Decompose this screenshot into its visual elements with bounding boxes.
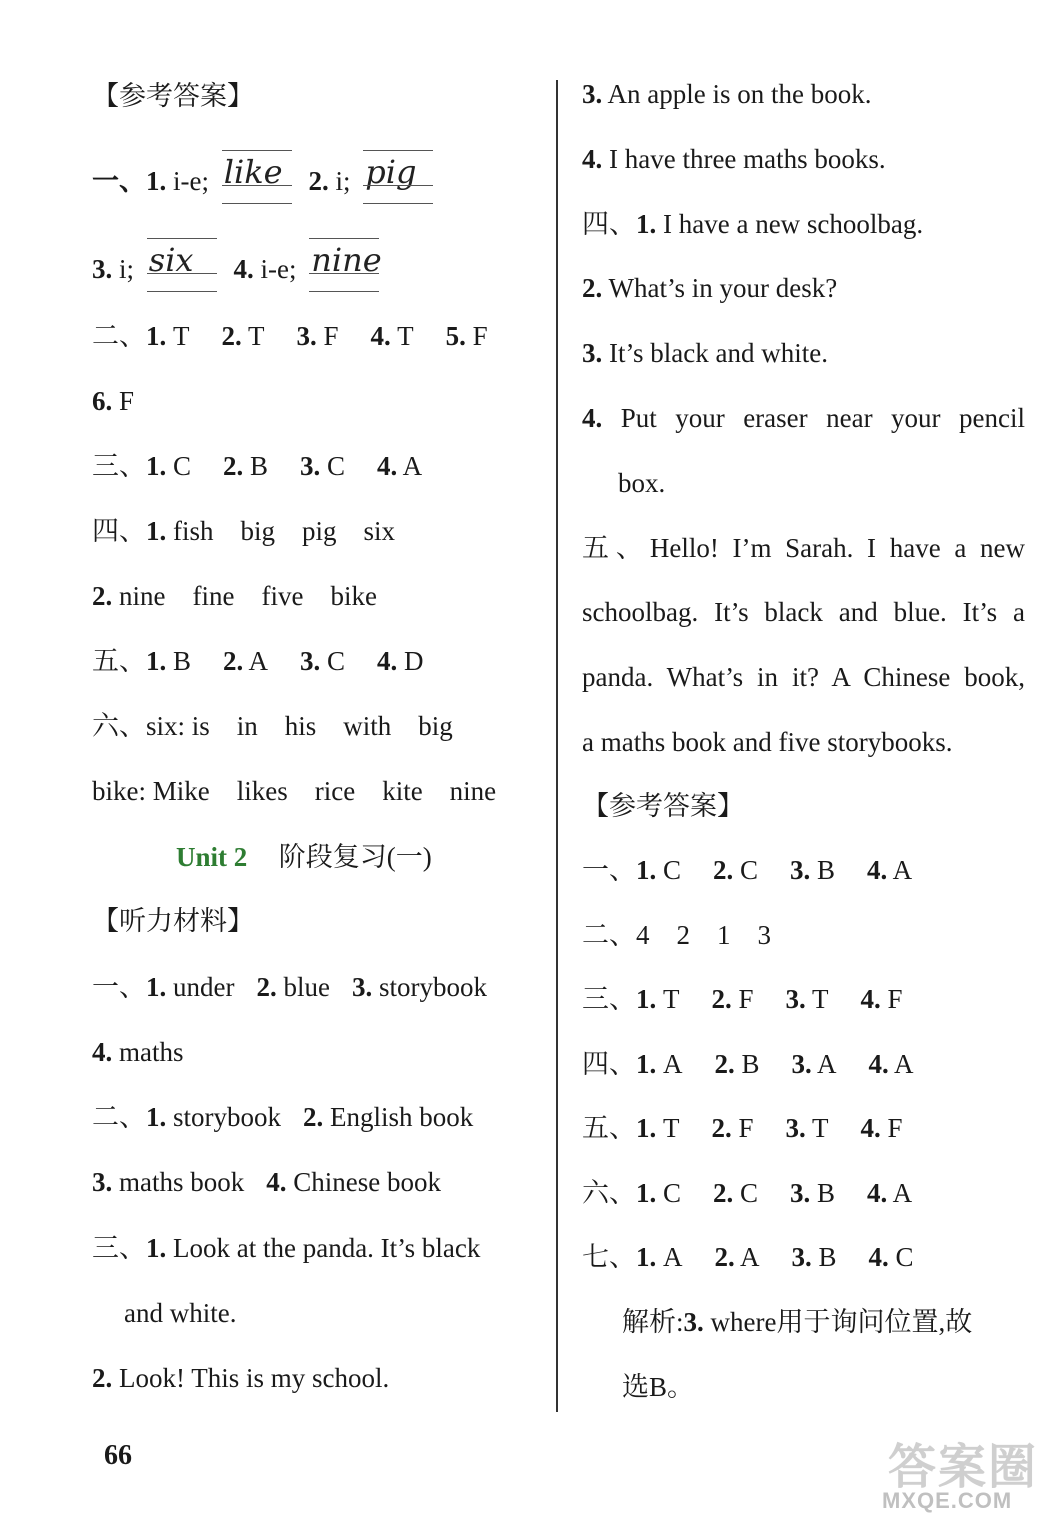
answer-value: T [173,321,190,351]
answer-value: C [663,855,682,885]
item-number: 2. [92,581,113,611]
handwriting-box [147,238,217,292]
item-number: 3. [785,984,806,1014]
unit-title: 阶段复习(一) [278,842,432,872]
answer-value: A [248,646,269,676]
item-number: 2. [714,1049,735,1079]
handwriting-box [363,150,433,204]
answer-line [582,915,771,955]
item-number: 2. [223,451,244,481]
item-number: 4. [860,984,881,1014]
answer-value: C [327,646,346,676]
answer-value: A [663,1242,683,1272]
section-prefix: 五、 [92,646,146,676]
answer-value: A [663,1049,683,1079]
answer-value: English book [330,1102,474,1132]
answer-value: C [895,1242,914,1272]
item-number: 2. [711,1113,732,1143]
item-number: 1. [146,321,167,351]
handwriting-box [222,150,292,204]
item-number: 3. [296,321,317,351]
item-number: 4. [377,451,398,481]
handwriting-box [309,238,382,292]
item-number: 4. [582,144,603,174]
answer-value: C [740,1178,759,1208]
section-heading-answers: 【参考答案】 [92,81,254,111]
item-number: 2. [582,273,603,303]
passage-line: 五、Hello! I’m Sarah. I have a new [582,533,1025,563]
answer-value: A [892,1178,913,1208]
answer-value: A [894,1049,914,1079]
sentence: Look at the panda. It’s black [173,1233,481,1263]
passage-line: a maths book and five storybooks. [582,727,953,757]
answer-line [92,771,496,811]
answer-line [582,74,871,114]
answer-value: D [404,646,424,676]
item-number: 一、1. [92,166,167,196]
item-number: 4. [370,321,391,351]
unit-heading [176,837,432,877]
answer-line [92,1162,441,1202]
answer-line [92,316,488,356]
answer-line [92,150,443,204]
answer-line [92,1358,389,1398]
answer-value: F [472,321,488,351]
item-number: 2. [221,321,242,351]
answer-line [92,967,487,1007]
explanation-line [622,1367,694,1407]
answer-value: F [887,984,903,1014]
answer-value: storybook [173,1102,281,1132]
sentence: and white. [124,1298,237,1328]
section-prefix: 六、 [92,711,146,741]
explanation-text: 选B。 [622,1372,695,1402]
answer-line [92,641,424,681]
item-number: 2. [223,646,244,676]
key-word: bike: [92,776,146,806]
item-number: 1. [636,1242,657,1272]
answer-line [582,1108,903,1148]
column-divider [556,80,558,1412]
answer-value: Chinese book [293,1167,441,1197]
unit-label: Unit 2 [176,842,248,872]
item-number: 3. [582,338,603,368]
answer-line [582,204,923,244]
passage-line: schoolbag. It’s black and blue. It’s a [582,597,1025,627]
section-heading-listening: 【听力材料】 [92,906,254,936]
explanation-line [622,1302,972,1342]
item-number: 4. [233,254,254,284]
answer-line [582,333,828,373]
answer-line [618,463,665,503]
explanation-text: where用于询问位置,故 [710,1307,973,1337]
answer-line [92,576,377,616]
answer-line [582,979,903,1019]
answer-value: B [250,451,269,481]
answer-value: B [741,1049,760,1079]
word-list: nine fine five bike [119,581,377,611]
handwritten-word: pig [365,153,417,191]
answer-line [582,139,886,179]
answer-value: F [323,321,339,351]
section-prefix: 二、 [92,1102,146,1132]
answer-text: i; [335,166,351,196]
item-number: 1. [636,855,657,885]
answer-value: A [402,451,423,481]
sentence: It’s black and white. [609,338,828,368]
key-word: six: [146,711,186,741]
item-number: 2. [303,1102,324,1132]
answer-value: T [397,321,414,351]
section-prefix: 二、 [92,321,146,351]
sentence: Look! This is my school. [119,1363,390,1393]
item-number: 1. [146,1233,167,1263]
answer-line [582,850,912,890]
section-prefix: 五、 [582,1113,636,1143]
sentence: I have a new schoolbag. [663,209,924,239]
item-number: 1. [146,972,167,1002]
item-number: 2. [92,1363,113,1393]
section-prefix: 四、 [582,1049,636,1079]
page-number: 66 [104,1440,132,1471]
answer-value: F [738,1113,754,1143]
answer-value: T [812,984,829,1014]
answer-line [582,398,1025,438]
section-heading-answers: 【参考答案】 [582,791,744,821]
item-number: 4. [868,1242,889,1272]
item-number: 4. [868,1049,889,1079]
item-number: 3. [582,79,603,109]
item-number: 2. [713,1178,734,1208]
word-list: fish big pig six [173,516,396,546]
answer-value: A [892,855,913,885]
item-number: 2. [714,1242,735,1272]
answer-text: i-e; [260,254,297,284]
item-number: 3. [683,1307,704,1337]
answer-line [582,1237,914,1277]
item-number: 3. [791,1242,812,1272]
handwritten-word: six [148,241,194,279]
item-number: 2. [713,855,734,885]
answer-value: B [173,646,192,676]
item-number: 1. [146,451,167,481]
section-prefix: 三、 [92,451,146,481]
section-prefix: 四、 [582,209,636,239]
answer-value: 4 2 1 3 [636,920,771,950]
handwritten-word: nine [311,241,382,279]
sentence: Put your eraser near your pencil [620,403,1026,433]
item-number: 2. [256,972,277,1002]
item-number: 3. [300,646,321,676]
section-prefix: 三、 [92,1233,146,1263]
answer-value: F [887,1113,903,1143]
answer-value: F [119,386,135,416]
answer-line [92,1228,480,1268]
section-prefix: 七、 [582,1242,636,1272]
answer-line [92,1097,473,1137]
item-number: 3. [785,1113,806,1143]
answer-value: T [812,1113,829,1143]
word-list: Mike likes rice kite nine [152,776,497,806]
item-number: 4. [582,403,603,433]
answer-value: storybook [378,972,487,1002]
item-number: 2. [711,984,732,1014]
answer-value: C [663,1178,682,1208]
passage-line: panda. What’s in it? A Chinese book, [582,662,1025,692]
section-prefix: 二、 [582,920,636,950]
handwritten-word: like [223,153,283,191]
item-number: 3. [351,972,373,1002]
explanation-label: 解析: [622,1307,684,1337]
answer-line [92,1032,184,1072]
answer-value: B [818,1242,837,1272]
answer-line [92,706,453,746]
section-prefix: 一、 [92,972,146,1002]
item-number: 3. [790,1178,811,1208]
item-number: 1. [636,1113,657,1143]
answer-value: C [173,451,192,481]
item-number: 1. [636,1049,657,1079]
answer-line [124,1293,236,1333]
answer-value: T [663,1113,680,1143]
answer-value: maths book [119,1167,245,1197]
answer-line [582,268,837,308]
sentence: box. [618,468,666,498]
answer-value: A [740,1242,760,1272]
item-number: 4. [860,1113,881,1143]
answer-value: T [248,321,265,351]
answer-value: under [173,972,235,1002]
item-number: 4. [92,1037,113,1067]
answer-text: i; [119,254,135,284]
item-number: 1. [636,984,657,1014]
answer-value: blue [283,972,330,1002]
answer-line [92,511,395,551]
item-number: 6. [92,386,113,416]
item-number: 4. [377,646,398,676]
item-number: 3. [790,855,811,885]
watermark-url: MXQE.COM [882,1488,1013,1513]
item-number: 4. [867,855,888,885]
item-number: 1. [636,209,657,239]
answer-line [92,238,389,292]
item-number: 5. [445,321,466,351]
answer-line [582,1044,914,1084]
item-number: 1. [636,1178,657,1208]
section-prefix: 三、 [582,984,636,1014]
answer-value: C [327,451,346,481]
item-number: 1. [146,1102,167,1132]
section-prefix: 四、 [92,516,146,546]
answer-value: F [738,984,754,1014]
sentence: What’s in your desk? [608,273,838,303]
item-number: 1. [146,516,167,546]
sentence: An apple is on the book. [607,79,872,109]
section-prefix: 六、 [582,1178,636,1208]
item-number: 3. [791,1049,812,1079]
answer-value: T [663,984,680,1014]
answer-line [582,1173,912,1213]
answer-value: B [817,1178,836,1208]
sentence: I have three maths books. [609,144,886,174]
answer-value: B [817,855,836,885]
item-number: 4. [266,1167,287,1197]
answer-text: i-e; [173,166,209,196]
item-number: 3. [92,254,113,284]
item-number: 3. [92,1167,113,1197]
answer-value: C [740,855,759,885]
answer-value: A [817,1049,837,1079]
item-number: 4. [867,1178,888,1208]
section-prefix: 一、 [582,855,636,885]
word-list: is in his with big [191,711,453,741]
item-number: 2. [308,166,329,196]
item-number: 1. [146,646,167,676]
item-number: 3. [300,451,321,481]
answer-line [92,381,134,421]
answer-line [92,446,422,486]
answer-value: maths [119,1037,184,1067]
watermark-logo: 答案圈 [888,1439,1039,1495]
